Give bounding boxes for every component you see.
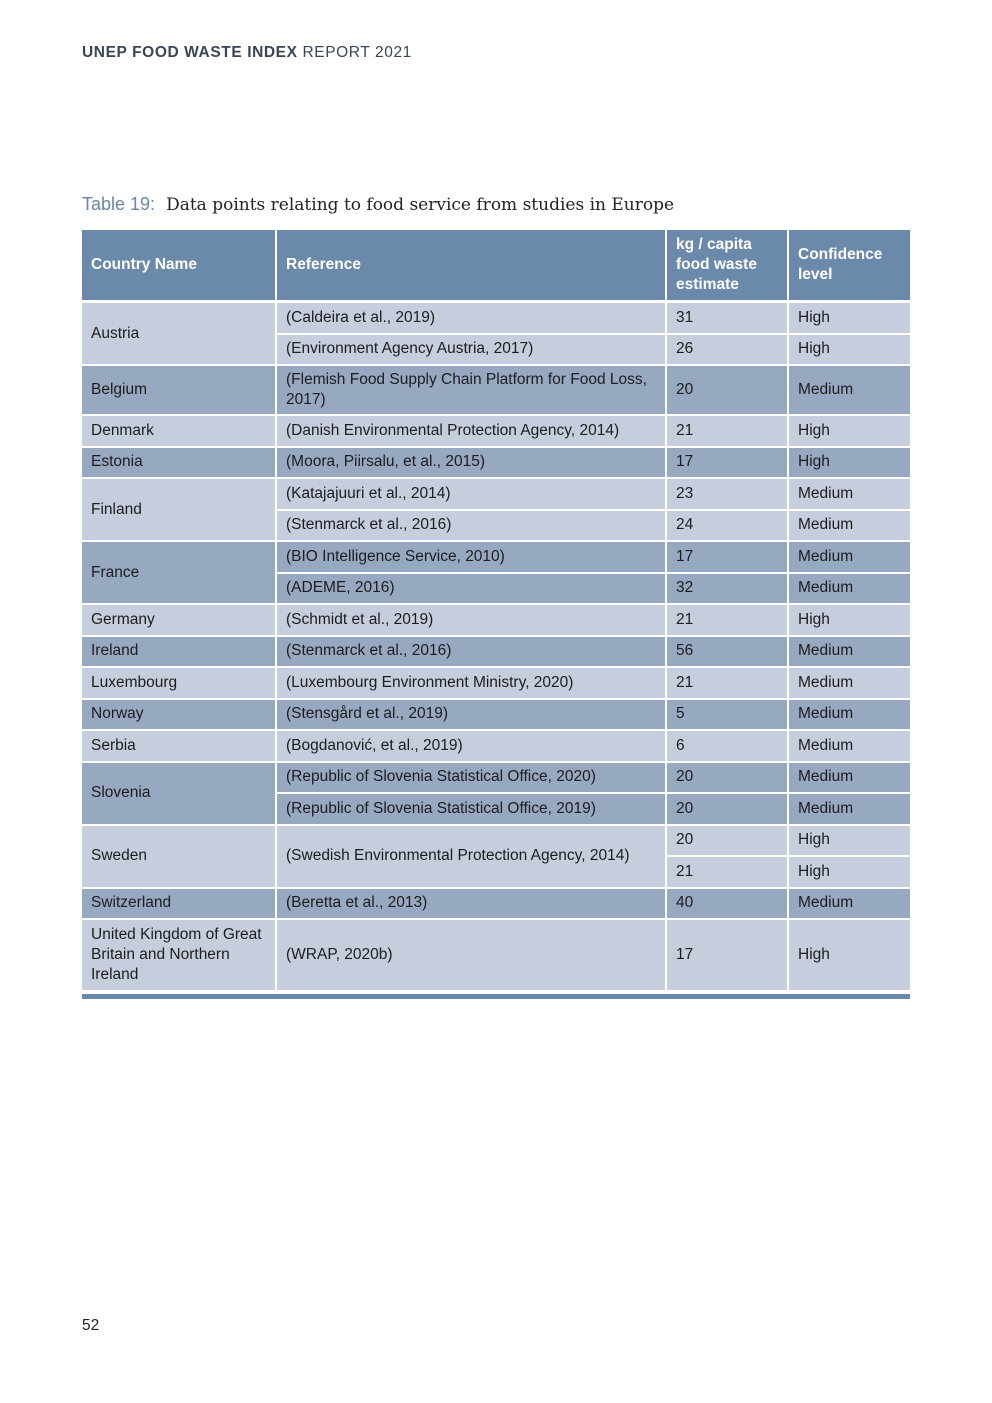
reference-cell: (Caldeira et al., 2019) bbox=[277, 303, 667, 335]
column-header-confidence: Confidence level bbox=[789, 230, 910, 303]
confidence-cell: Medium bbox=[789, 511, 910, 543]
estimate-cell: 21 bbox=[667, 668, 789, 700]
country-cell: Luxembourg bbox=[82, 668, 277, 700]
table-header-row bbox=[82, 230, 910, 303]
country-cell: France bbox=[82, 542, 277, 605]
reference-cell: (Republic of Slovenia Statistical Office, 2020) bbox=[277, 763, 667, 795]
table-row bbox=[82, 448, 910, 480]
estimate-cell: 21 bbox=[667, 416, 789, 448]
estimate-cell: 17 bbox=[667, 542, 789, 574]
estimate-cell: 6 bbox=[667, 731, 789, 763]
confidence-cell: Medium bbox=[789, 574, 910, 606]
table-row bbox=[82, 303, 910, 335]
confidence-cell: High bbox=[789, 448, 910, 480]
country-cell: Ireland bbox=[82, 637, 277, 669]
confidence-cell: Medium bbox=[789, 731, 910, 763]
reference-cell: (Stenmarck et al., 2016) bbox=[277, 637, 667, 669]
confidence-cell: Medium bbox=[789, 700, 910, 732]
table-row bbox=[82, 826, 910, 858]
estimate-cell: 20 bbox=[667, 826, 789, 858]
confidence-cell: Medium bbox=[789, 668, 910, 700]
estimate-cell: 40 bbox=[667, 889, 789, 921]
reference-cell: (BIO Intelligence Service, 2010) bbox=[277, 542, 667, 574]
food-service-table bbox=[82, 230, 910, 994]
estimate-cell: 17 bbox=[667, 920, 789, 994]
confidence-cell: Medium bbox=[789, 763, 910, 795]
estimate-cell: 20 bbox=[667, 763, 789, 795]
confidence-cell: Medium bbox=[789, 889, 910, 921]
table-title: Data points relating to food service from studies in Europe bbox=[166, 195, 675, 215]
estimate-cell: 20 bbox=[667, 366, 789, 416]
reference-cell: (Beretta et al., 2013) bbox=[277, 889, 667, 921]
country-cell: Belgium bbox=[82, 366, 277, 416]
estimate-cell: 21 bbox=[667, 857, 789, 889]
table-row bbox=[82, 700, 910, 732]
estimate-cell: 21 bbox=[667, 605, 789, 637]
country-cell: Estonia bbox=[82, 448, 277, 480]
reference-cell: (Schmidt et al., 2019) bbox=[277, 605, 667, 637]
reference-cell: (Luxembourg Environment Ministry, 2020) bbox=[277, 668, 667, 700]
estimate-cell: 31 bbox=[667, 303, 789, 335]
report-title-bold: UNEP FOOD WASTE INDEX bbox=[82, 44, 298, 61]
table-row bbox=[82, 605, 910, 637]
table-row bbox=[82, 763, 910, 795]
estimate-cell: 26 bbox=[667, 335, 789, 367]
country-cell: Sweden bbox=[82, 826, 277, 889]
confidence-cell: High bbox=[789, 920, 910, 994]
country-cell: Norway bbox=[82, 700, 277, 732]
reference-cell: (ADEME, 2016) bbox=[277, 574, 667, 606]
table-row bbox=[82, 731, 910, 763]
country-cell: Austria bbox=[82, 303, 277, 366]
country-cell: Germany bbox=[82, 605, 277, 637]
table-row bbox=[82, 889, 910, 921]
table-row bbox=[82, 637, 910, 669]
confidence-cell: Medium bbox=[789, 479, 910, 511]
estimate-cell: 20 bbox=[667, 794, 789, 826]
confidence-cell: High bbox=[789, 857, 910, 889]
table-row bbox=[82, 542, 910, 574]
reference-cell: (WRAP, 2020b) bbox=[277, 920, 667, 994]
table-row bbox=[82, 479, 910, 511]
country-cell: Slovenia bbox=[82, 763, 277, 826]
table-row bbox=[82, 668, 910, 700]
estimate-cell: 56 bbox=[667, 637, 789, 669]
reference-cell: (Republic of Slovenia Statistical Office, 2019) bbox=[277, 794, 667, 826]
reference-cell: (Stensgård et al., 2019) bbox=[277, 700, 667, 732]
table-bottom-rule bbox=[82, 994, 910, 999]
table-row bbox=[82, 416, 910, 448]
confidence-cell: Medium bbox=[789, 637, 910, 669]
confidence-cell: High bbox=[789, 303, 910, 335]
reference-cell: (Danish Environmental Protection Agency, 2014) bbox=[277, 416, 667, 448]
estimate-cell: 32 bbox=[667, 574, 789, 606]
confidence-cell: High bbox=[789, 826, 910, 858]
reference-cell: (Stenmarck et al., 2016) bbox=[277, 511, 667, 543]
confidence-cell: Medium bbox=[789, 366, 910, 416]
column-header-estimate: kg / capita food waste estimate bbox=[667, 230, 789, 303]
running-header bbox=[82, 44, 412, 62]
country-cell: Finland bbox=[82, 479, 277, 542]
estimate-cell: 23 bbox=[667, 479, 789, 511]
reference-cell: (Bogdanović, et al., 2019) bbox=[277, 731, 667, 763]
confidence-cell: Medium bbox=[789, 794, 910, 826]
report-title-regular: REPORT 2021 bbox=[302, 44, 412, 61]
estimate-cell: 17 bbox=[667, 448, 789, 480]
estimate-cell: 24 bbox=[667, 511, 789, 543]
reference-cell: (Moora, Piirsalu, et al., 2015) bbox=[277, 448, 667, 480]
reference-cell: (Environment Agency Austria, 2017) bbox=[277, 335, 667, 367]
column-header-reference: Reference bbox=[277, 230, 667, 303]
column-header-country: Country Name bbox=[82, 230, 277, 303]
table-row bbox=[82, 366, 910, 416]
confidence-cell: High bbox=[789, 416, 910, 448]
country-cell: Serbia bbox=[82, 731, 277, 763]
country-cell: Denmark bbox=[82, 416, 277, 448]
confidence-cell: High bbox=[789, 335, 910, 367]
table-caption bbox=[82, 194, 674, 215]
confidence-cell: High bbox=[789, 605, 910, 637]
estimate-cell: 5 bbox=[667, 700, 789, 732]
table-row bbox=[82, 920, 910, 994]
reference-cell: (Flemish Food Supply Chain Platform for Food Loss, 2017) bbox=[277, 366, 667, 416]
page-number: 52 bbox=[82, 1317, 100, 1334]
table-number: Table 19: bbox=[82, 194, 156, 214]
reference-cell: (Swedish Environmental Protection Agency, 2014) bbox=[277, 826, 667, 889]
country-cell: United Kingdom of Great Britain and Northern Ireland bbox=[82, 920, 277, 994]
reference-cell: (Katajajuuri et al., 2014) bbox=[277, 479, 667, 511]
country-cell: Switzerland bbox=[82, 889, 277, 921]
confidence-cell: Medium bbox=[789, 542, 910, 574]
